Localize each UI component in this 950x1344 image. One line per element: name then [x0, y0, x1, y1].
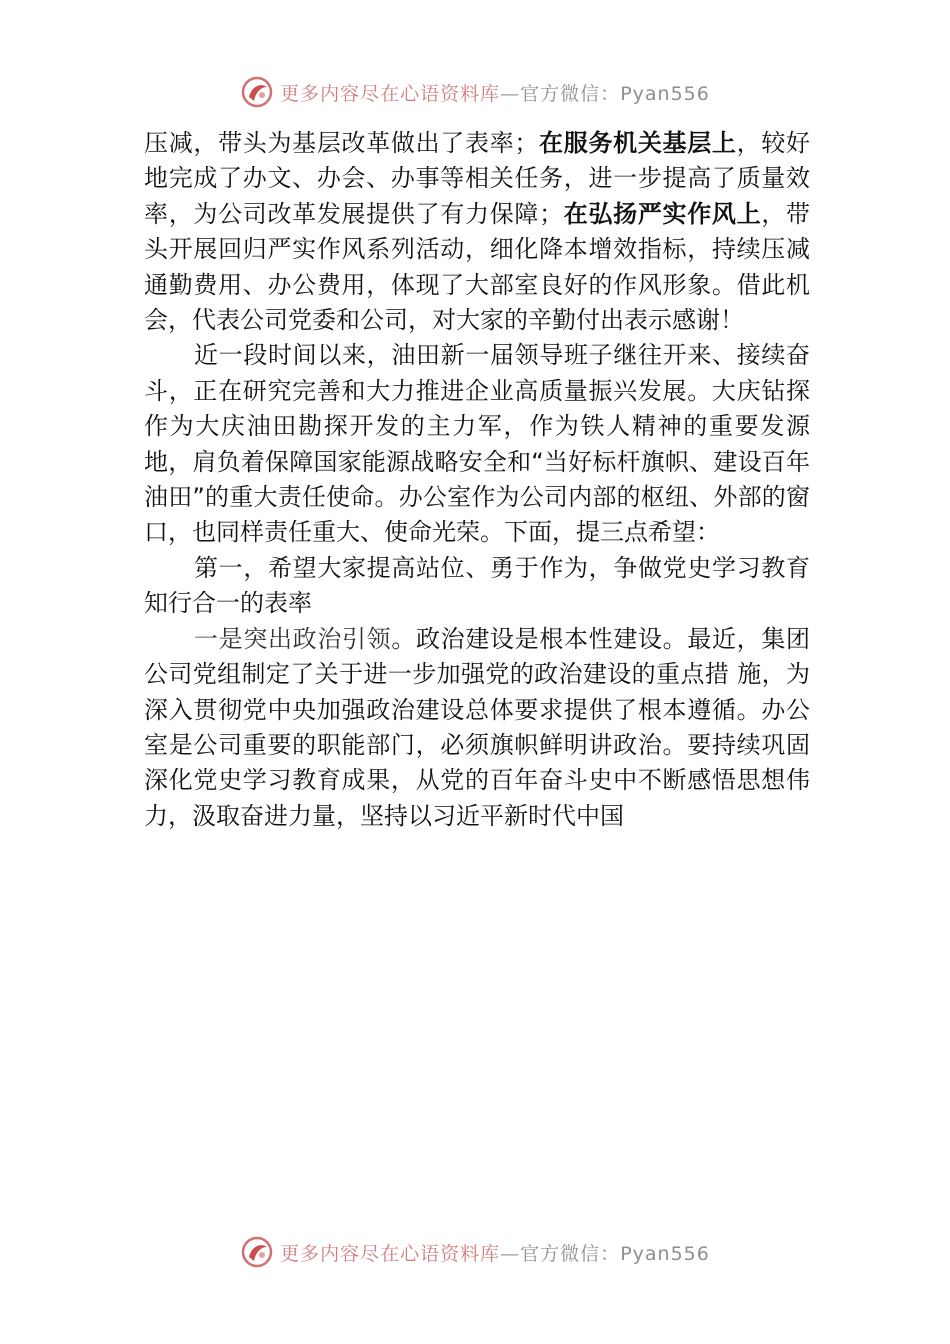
watermark-brand: 更多内容尽在心语资料库: [280, 82, 501, 105]
watermark-separator: —: [500, 82, 521, 105]
watermark-brand: 更多内容尽在心语资料库: [280, 1242, 501, 1265]
header-watermark: [0, 72, 950, 112]
watermark-separator: —: [500, 1242, 521, 1265]
watermark-label: 官方微信：: [520, 1242, 621, 1265]
watermark-handle: Pyan556: [620, 82, 710, 105]
watermark-text: [280, 1239, 710, 1266]
p1-text-3: ，带头开展回归严实作风系列活动，细化降本增效指标，持续压减通勤费用、办公费用，体现了大部室良好的作风形象。借此机会，代表公司党委和公司，对大家的辛勤付出表示感谢！: [144, 199, 811, 335]
footer-watermark: [0, 1232, 950, 1272]
paragraph-1: [144, 126, 810, 338]
watermark-handle: Pyan556: [620, 1242, 710, 1265]
watermark-text: [280, 79, 710, 106]
p1-text-2: ，较好地完成了办文、办会、办事等相关任务，进一步提高了质量效率，为公司改革发展提供了有力保障；: [144, 129, 811, 228]
paragraph-2: 近一段时间以来，油田新一届领导班子继往开来、接续奋斗，正在研究完善和大力推进企业高质量振兴发展。大庆钻探作为大庆油田勘探开发的主力军，作为铁人精神的重要发源地，肩负着保障国家能源战略安全和“当好标杆旗帜、建设百年油田”的重大责任使命。办公室作为公司内部的枢纽、外部的窗口，也同样责任重大、使命光荣。下面，提三点希望：: [144, 341, 810, 547]
p4-rest: 。政治建设是根本性建设。最近，集团公司党组制定了关于进一步加强党的政治建设的重点措 施，为深入贯彻党中央加强政治建设总体要求提供了根本遵循。办公室是公司重要的职能部门，必须旗帜鲜明讲政治。要持续巩固深化党史学习教育成果，从党的百年奋斗史中不断感悟思想伟力，汲取奋进力量，坚持以习近平新时代中国: [144, 624, 811, 830]
p1-text-1: 压减，带头为基层改革做出了表率；: [144, 129, 539, 157]
watermark-label: 官方微信：: [520, 82, 621, 105]
paragraph-4: [144, 622, 810, 834]
p1-bold-1: 在服务机关基层上: [538, 129, 737, 157]
document-body: [144, 126, 810, 834]
paragraph-3-heading: 第一，希望大家提高站位、勇于作为，争做党史学习教育知行合一的表率: [144, 553, 810, 618]
brand-logo-icon: [240, 75, 274, 109]
brand-logo-icon: [240, 1235, 274, 1269]
p1-bold-2: 在弘扬严实作风上: [563, 199, 762, 228]
p4-lead: 一是突出政治引领: [194, 624, 392, 653]
